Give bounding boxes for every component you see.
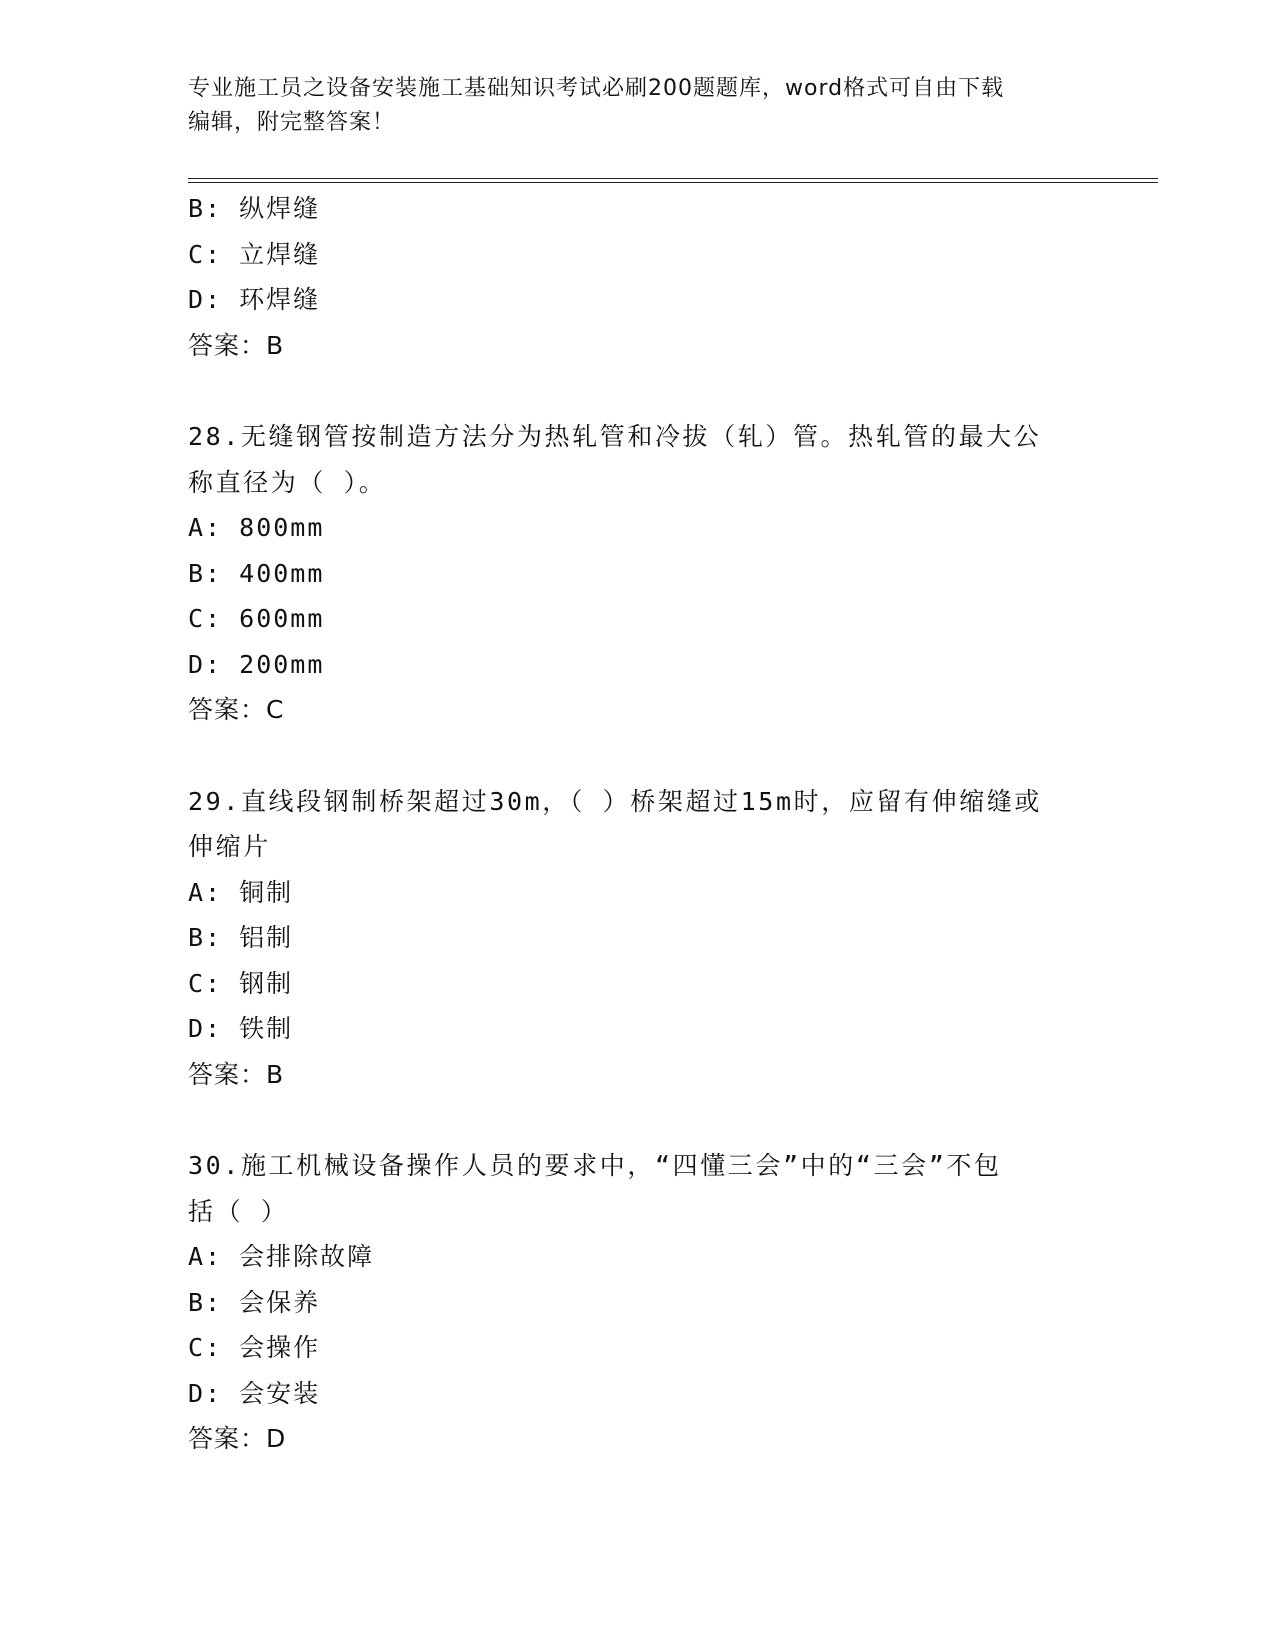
option-a: A: 800mm	[188, 513, 325, 542]
answer-line: 答案：C	[188, 695, 285, 724]
spacer	[188, 368, 1088, 414]
answer-line: 答案：B	[188, 330, 285, 360]
header-rule-top	[188, 178, 1158, 179]
option-b: B: 纵焊缝	[188, 194, 321, 223]
header-rule-bottom	[188, 182, 1158, 183]
option-c: C: 600mm	[188, 604, 325, 633]
question-list	[188, 186, 1088, 1462]
header-title-line-1: 专业施工员之设备安装施工基础知识考试必刷200题题库，word格式可自由下载	[188, 76, 1005, 101]
question-text-line-2: 括（ ）	[188, 1196, 289, 1226]
option-d: D: 200mm	[188, 649, 325, 679]
option-b: B: 会保养	[188, 1287, 321, 1317]
option-a: A: 会排除故障	[188, 1242, 375, 1271]
question-text-line-1: 29.直线段钢制桥架超过30m，（ ）桥架超过15m时，应留有伸缩缝或	[188, 786, 1043, 816]
option-d: D: 铁制	[188, 1014, 294, 1043]
spacer	[188, 1097, 1088, 1143]
question-text-line-2: 称直径为（ ）。	[188, 467, 387, 497]
answer-line: 答案：B	[188, 1059, 285, 1089]
option-b: B: 400mm	[188, 558, 325, 588]
option-d: D: 环焊缝	[188, 285, 321, 314]
question-text-line-2: 伸缩片	[188, 832, 271, 861]
question-28	[188, 414, 1088, 733]
question-text-line-1: 30.施工机械设备操作人员的要求中，“四懂三会”中的“三会”不包	[188, 1151, 1002, 1180]
question-27-continued	[188, 186, 1088, 368]
header-title-line-2: 编辑，附完整答案！	[188, 110, 396, 135]
option-d: D: 会安装	[188, 1378, 321, 1408]
question-30	[188, 1143, 1088, 1462]
option-b: B: 铝制	[188, 923, 294, 952]
option-c: C: 立焊缝	[188, 239, 321, 269]
option-c: C: 钢制	[188, 968, 294, 998]
option-a: A: 铜制	[188, 877, 294, 907]
question-text-line-1: 28.无缝钢管按制造方法分为热轧管和冷拔（轧）管。热轧管的最大公	[188, 422, 1042, 451]
document-header	[188, 72, 1078, 140]
question-29	[188, 779, 1088, 1098]
spacer	[188, 733, 1088, 779]
answer-line: 答案：D	[188, 1424, 287, 1453]
option-c: C: 会操作	[188, 1333, 321, 1362]
